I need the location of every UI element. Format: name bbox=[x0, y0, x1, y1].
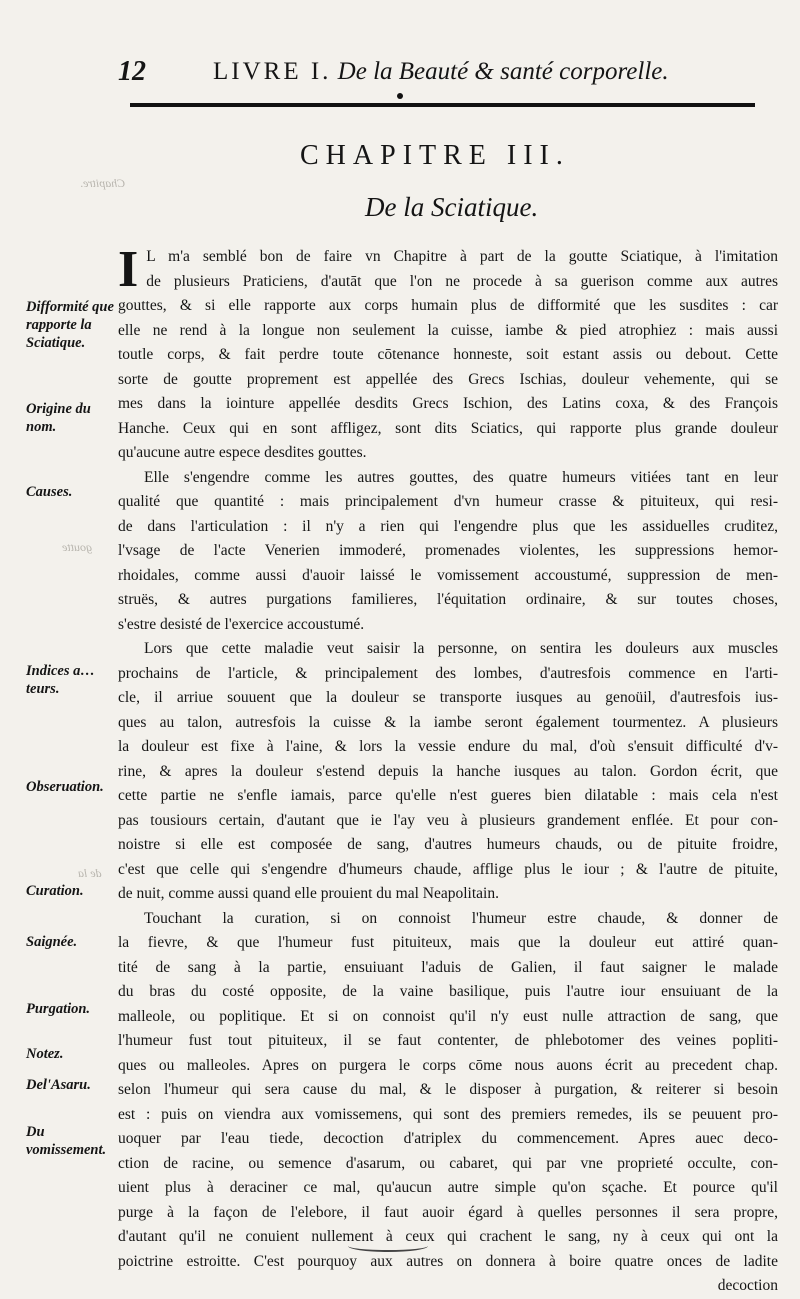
text-line: de nuit, comme aussi quand elle prouient du mal Neapolitain. bbox=[118, 885, 499, 902]
text-line: cette partie ne s'enfle iamais, parce qu'elle n'est gueres bien dilatable : mais cela n'est bbox=[118, 787, 778, 804]
text-line: uoquer par l'eau tiede, decoction d'atriplex du commencement. Apres auec deco- bbox=[118, 1130, 778, 1147]
margin-note-causes: Causes. bbox=[26, 484, 73, 500]
margin-note-difformite: Difformité que rapporte la Sciatique. bbox=[26, 299, 114, 351]
text-line: ques au talon, autresfois la cuisse & la iambe seront également tourmentez. A plusieurs bbox=[118, 713, 778, 731]
running-title-livre: LIVRE I. bbox=[213, 58, 332, 85]
text-line: de plusieurs Praticiens, d'autāt que l'on ne procede à sa guerison comme aux autres bbox=[146, 272, 778, 290]
margin-note-asaru: Del'Asaru. bbox=[26, 1077, 91, 1093]
bleed-through-mark: goutte bbox=[62, 540, 92, 554]
text-line: c'est que celle qui s'engendre d'humeurs chaude, afflige plus le iour ; & l'autre de pituite, bbox=[118, 860, 778, 878]
text-line: l'vsage de l'acte Venerien immoderé, promenades violentes, les suppressions hemor- bbox=[118, 542, 778, 559]
text-line: la douleur est fixe à l'aine, & lors la vessie endure du mal, d'où s'ensuit difficulté d'v- bbox=[118, 738, 778, 755]
bleed-through-mark: de la bbox=[78, 866, 102, 880]
margin-note-notez: Notez. bbox=[26, 1046, 64, 1062]
text-line: qu'aucune autre espece desdites gouttes. bbox=[118, 444, 367, 461]
bleed-through-mark: Chapitre. bbox=[80, 176, 126, 190]
text-line: struës, & autres purgations familieres, l'équitation ordinaire, & sur toutes choses, bbox=[118, 591, 778, 608]
text-line: tité de sang à la partie, ensuiuant l'aduis de Galien, il faut saigner le malade bbox=[118, 958, 778, 976]
text-line: s'estre desisté de l'exercice accoustumé. bbox=[118, 615, 365, 633]
text-line: gouttes, & si elle rapporte aux corps humain plus de difformité que les susdites : car bbox=[118, 297, 778, 314]
text-line: ques ou malleoles. Apres on purgera le corps cōme nous auons écrit au precedent chap. bbox=[118, 1056, 778, 1074]
text-line: selon l'humeur qui sera cause du mal, & le disposer à purgation, & reiterer si besoin bbox=[118, 1081, 778, 1098]
margin-note-vomissement: Du vomissement. bbox=[26, 1124, 107, 1158]
text-line: purge à la façon de l'elebore, il faut auoir égard à quelles personnes il sera propre, bbox=[118, 1203, 778, 1221]
chapter-body bbox=[118, 241, 778, 1299]
margin-note-indices: Indices a… teurs. bbox=[26, 663, 95, 697]
text-line: mes dans la iointure appellée desdits Grecs Ischion, des Latins coxa, & des François bbox=[118, 395, 778, 412]
margin-note-curation: Curation. bbox=[26, 883, 84, 899]
text-line: rhoidales, comme aussi d'auoir laissé le vomissement accoustumé, suppression de men- bbox=[118, 566, 778, 584]
margin-note-purgation: Purgation. bbox=[26, 1001, 91, 1017]
text-line: sorte de goutte proprement est appellée des Grecs Ischias, douleur vehemente, qui se bbox=[118, 370, 778, 388]
text-line: L m'a semblé bon de faire vn Chapitre à part de la goutte Sciatique, à l'imitation bbox=[146, 248, 778, 265]
chapter-subtitle: De la Sciatique. bbox=[365, 192, 539, 222]
margin-note-obseruation: Obseruation. bbox=[26, 779, 104, 795]
text-line: ction de racine, ou semence d'asarum, ou cabaret, qui par vne proprieté occulte, con- bbox=[118, 1154, 778, 1172]
text-line: est : puis on viendra aux vomissemens, qui sont des premiers remedes, ils se peuuent pro- bbox=[118, 1105, 778, 1123]
text-line: elle ne rend à la longue non seulement la cuisse, iambe & pied atrophiez : mais aussi bbox=[118, 321, 778, 339]
text-line: noistre si elle est composée de sang, d'autres humeurs chauds, ou de pituite froidre, bbox=[118, 836, 778, 853]
text-line: Hanche. Ceux qui en sont affligez, sont dits Sciatics, qui rapporte plus grande douleur bbox=[118, 419, 778, 437]
drop-cap: I bbox=[118, 241, 139, 298]
text-line: d'autant qu'il ne conuient nullement à ceux qui crachent le sang, ny à ceux qui ont la bbox=[118, 1228, 778, 1245]
text-line: Touchant la curation, si on connoist l'humeur estre chaude, & donner de bbox=[144, 909, 778, 927]
text-line: uient plus à deraciner ce mal, qu'aucun autre simple qu'on sçache. Et pource qu'il bbox=[118, 1179, 778, 1196]
text-line: rine, & apres la douleur s'estend depuis la hanche iusques au talon. Gordon écrit, que bbox=[118, 762, 778, 780]
text-line: prochains de l'article, & principalement des lombes, d'autresfois commence en l'arti- bbox=[118, 664, 778, 682]
running-title-subject: De la Beauté & santé corporelle. bbox=[337, 58, 669, 85]
text-line: la fievre, & que l'humeur fust pituiteux, mais que la douleur eut attiré quan- bbox=[118, 934, 778, 951]
page-number: 12 bbox=[118, 56, 146, 87]
running-title bbox=[213, 58, 669, 86]
text-line: pas tousiours certain, d'autant que ie l'ay veu à plusieurs grandement enflée. Et pour con- bbox=[118, 811, 778, 829]
text-line: l'humeur fust tout pituiteux, il se faut contenter, de phlebotomer des veines popliti- bbox=[118, 1032, 778, 1049]
catchword: decoction bbox=[717, 1277, 778, 1294]
head-rule bbox=[130, 103, 755, 107]
chapter-heading: CHAPITRE III. bbox=[300, 140, 570, 171]
text-line: qualité que quantité : mais principalement d'vn humeur crasse & pituiteux, qui resi- bbox=[118, 493, 778, 510]
margin-note-origine: Origine du nom. bbox=[26, 401, 91, 435]
text-line: de dans l'articulation : il n'y a rien qui l'engendre plus que les assiduelles cruditez, bbox=[118, 517, 778, 535]
text-line: Elle s'engendre comme les autres gouttes, des quatre humeurs vitiées tant en leur bbox=[144, 468, 778, 486]
text-line: malleole, ou poplitique. Et si on connoist qu'il n'y eust nulle attraction de sang, que bbox=[118, 1007, 778, 1025]
margin-note-saignee: Saignée. bbox=[26, 934, 78, 950]
ornament-dot bbox=[397, 93, 403, 99]
text-line: poictrine estroitte. C'est pourquoy aux autres on donnera à boire quatre onces de ladite bbox=[118, 1252, 778, 1270]
text-line: toutle corps, & fait perdre toute cōtenance honneste, soit estant assis ou debout. Cette bbox=[118, 346, 778, 363]
footer-ornament bbox=[348, 1240, 428, 1252]
text-line: Lors que cette maladie veut saisir la personne, on sentira les douleurs aux muscles bbox=[144, 640, 778, 657]
text-line: cle, il arriue souuent que la douleur se transporte iusques au genoüil, d'autresfois ius- bbox=[118, 689, 778, 706]
running-head bbox=[118, 52, 758, 92]
text-line: du bras du costé opposite, de la vaine basilique, puis l'autre iour ensuiuant de la bbox=[118, 983, 778, 1000]
